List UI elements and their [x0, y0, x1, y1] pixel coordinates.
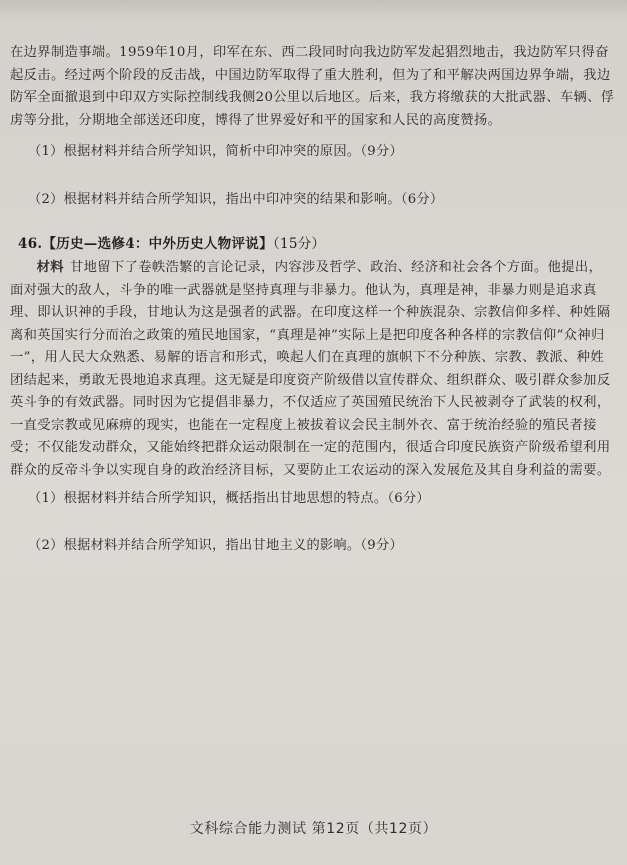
q45-subquestion-1: （1）根据材料并结合所学知识，简析中印冲突的原因。（9分） — [28, 144, 403, 159]
page-footer: 文科综合能力测试 第12页（共12页） — [189, 821, 438, 837]
q45-subquestion-2: （2）根据材料并结合所学知识，指出中印冲突的结果和影响。（6分） — [28, 192, 444, 207]
q46-subquestion-1: （1）根据材料并结合所学知识，概括指出甘地思想的特点。（6分） — [28, 491, 430, 506]
q46-score: （15分） — [272, 236, 326, 252]
q46-material — [10, 257, 615, 482]
page-content — [10, 42, 615, 557]
q46-heading — [10, 233, 615, 255]
material-text: 甘地留下了卷帙浩繁的言论记录，内容涉及哲学、政治、经济和社会各个方面。他提出，面对强大的敌人，斗争的唯一武器就是坚持真理与非暴力。他认为，真理是神，非暴力则是追求真理、即认识神的手段，甘地认为这是强者的武器。在印度这样一个种族混杂、宗教信仰多样、种姓隔离和英国实行分而治之政策的殖民地国家，“真理是神”实际上是把印度各种各样的宗教信仰“众神归一”，用人民大众熟悉、易解的语言和形式，唤起人们在真理的旗帜下不分种族、宗教、教派、种姓团结起来，勇敢无畏地追求真理。这无疑是印度资产阶级借以宣传群众、组织群众、吸引群众参加反英斗争的有效武器。同时因为它提倡非暴力，不仅适应了英国殖民统治下人民被剥夺了武装的权利，一直受宗教或见麻痹的现实，也能在一定程度上被拔着议会民主制外衣、富于统治经验的殖民者接受；不仅能发动群众，又能始终把群众运动限制在一定的范围内，很适合印度民族资产阶级希望利用群众的反帝斗争以实现自身的政治经济目标，又要防止工农运动的深入发展危及其自身利益的需要。 — [10, 260, 611, 478]
material-label: 材料 — [36, 260, 64, 275]
q46-subquestion-2: （2）根据材料并结合所学知识，指出甘地主义的影响。（9分） — [28, 538, 403, 553]
q46-title: 【历史—选修4：中外历史人物评说】 — [42, 236, 273, 252]
q46-number: 46. — [18, 236, 43, 252]
q45-material-continuation: 在边界制造事端。1959年10月，印军在东、西二段同时向我边防军发起猖烈地击，我边防军只得奋起反击。经过两个阶段的反击战，中国边防军取得了重大胜利，但为了和平解决两国边界争端，我边防军全面撤退到中印双方实际控制线我侧20公里以后地区。后来，我方将缴获的大批武器、车辆、俘虏等分批，分期地全部送还印度，博得了世界爱好和平的国家和人民的高度赞扬。 — [10, 45, 615, 128]
